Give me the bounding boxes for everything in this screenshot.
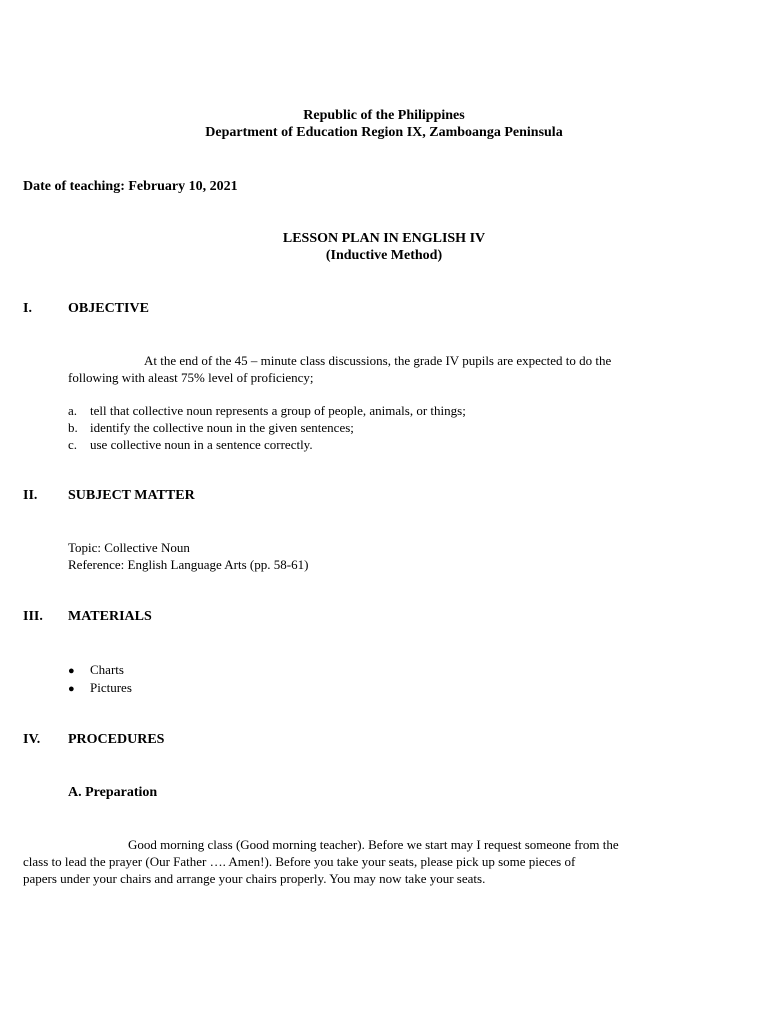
preparation-text-1: Good morning class (Good morning teacher). Before we start may I request someone from the xyxy=(128,837,619,852)
section-title-procedures: PROCEDURES xyxy=(68,732,165,747)
objective-intro-line-2: following with aleast 75% level of proficiency; xyxy=(68,370,314,385)
date-of-teaching: Date of teaching: February 10, 2021 xyxy=(23,179,238,194)
bullet-icon: ● xyxy=(68,683,75,695)
list-item-text: Charts xyxy=(90,662,124,677)
list-item-text: identify the collective noun in the given sentences; xyxy=(90,420,354,435)
preparation-line-1 xyxy=(23,836,747,853)
objective-item-a xyxy=(68,402,466,419)
list-marker: b. xyxy=(68,420,78,435)
section-numeral-materials: III. xyxy=(23,609,43,624)
list-marker: a. xyxy=(68,403,78,418)
preparation-line-2: class to lead the prayer (Our Father …. Amen!). Before you take your seats, please pick up some pieces of xyxy=(23,854,576,869)
preparation-line-3: papers under your chairs and arrange your chairs properly. You may now take your seats. xyxy=(23,871,486,886)
materials-item-pictures xyxy=(68,679,132,698)
list-item-text: use collective noun in a sentence correctly. xyxy=(90,437,313,452)
lesson-plan-method: (Inductive Method) xyxy=(325,248,443,263)
subsection-title-preparation: A. Preparation xyxy=(68,785,158,800)
materials-item-charts xyxy=(68,661,124,680)
list-item-text: tell that collective noun represents a group of people, animals, or things; xyxy=(90,403,466,418)
subject-reference: Reference: English Language Arts (pp. 58-61) xyxy=(68,557,309,572)
list-item-text: Pictures xyxy=(90,680,132,695)
section-title-materials: MATERIALS xyxy=(68,609,152,624)
objective-intro-text-1: At the end of the 45 – minute class discussions, the grade IV pupils are expected to do the xyxy=(144,353,612,368)
objective-item-b xyxy=(68,419,354,436)
section-title-objective: OBJECTIVE xyxy=(68,301,149,316)
header-department: Department of Education Region IX, Zamboanga Peninsula xyxy=(205,125,563,140)
bullet-icon: ● xyxy=(68,665,75,677)
section-title-subject-matter: SUBJECT MATTER xyxy=(68,488,195,503)
section-numeral-subject-matter: II. xyxy=(23,488,38,503)
lesson-plan-title: LESSON PLAN IN ENGLISH IV xyxy=(282,231,486,246)
list-marker: c. xyxy=(68,437,78,452)
objective-item-c xyxy=(68,436,313,453)
objective-intro-line-1 xyxy=(68,352,736,369)
subject-topic: Topic: Collective Noun xyxy=(68,540,190,555)
header-republic: Republic of the Philippines xyxy=(303,108,465,123)
section-numeral-objective: I. xyxy=(23,301,32,316)
section-numeral-procedures: IV. xyxy=(23,732,41,747)
